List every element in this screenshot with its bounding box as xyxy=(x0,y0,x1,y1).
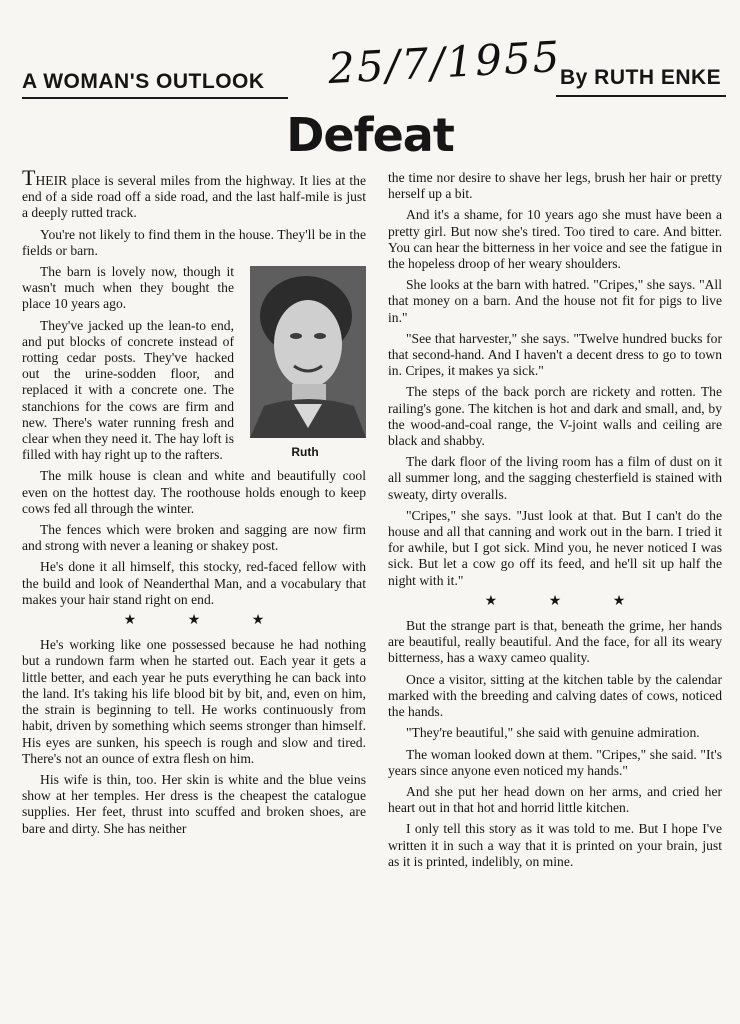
drop-cap: T xyxy=(22,165,36,190)
photo-block xyxy=(244,266,366,460)
paragraph: They've jacked up the lean-to end, and put blocks of concrete instead of rotting cedar posts. They've hacked out the urine-sodden floor, and replaced it with a concrete one. The stanchions for the cows are firm and new. There's water running fresh and clear when they need it. The hay loft is filled with hay right up to the rafters. xyxy=(22,317,234,463)
paragraph: The dark floor of the living room has a film of dust on it all summer long, and the sagging chesterfield is stained with sweaty, dirty overalls. xyxy=(388,454,722,502)
header-rule-left xyxy=(22,97,288,99)
article-column-left xyxy=(22,165,366,842)
paragraph: The barn is lovely now, though it wasn't much when they bought the place 10 years ago. xyxy=(22,264,234,312)
paragraph: He's done it all himself, this stocky, red-faced fellow with the build and look of Neanderthal Man, and a vocabulary that makes your hair stand right on end. xyxy=(22,559,366,607)
photo-caption: Ruth xyxy=(291,445,319,460)
paragraph: "They're beautiful," she said with genuine admiration. xyxy=(406,725,700,741)
paragraph: His wife is thin, too. Her skin is white and the blue veins show at her temples. Her dress is the cheapest the catalogue supplies. Her feet, thrust into scuffed and broken shoes, are bare and dirty. She has neither xyxy=(22,771,366,836)
paragraph: He's working like one possessed because he had nothing but a rundown farm when he started out. Each year it gets a little better, and each year he puts everything he can back into the land. It's taking his life blood bit by bit, and, even on him, the strain is beginning to tell. He works continuously from habit, driven by something which seems stronger than himself. His eyes are sunken, his speech is rough and slow and tired. There's not an ounce of extra flesh on him. xyxy=(22,637,366,766)
paragraph: You're not likely to find them in the house. They'll be in the fields or barn. xyxy=(22,226,366,258)
handwritten-date: 25/7/1955 xyxy=(326,31,563,94)
article-column-right xyxy=(388,170,722,875)
paragraph: The woman looked down at them. "Cripes," she said. "It's years since anyone even noticed my hands." xyxy=(388,746,722,778)
paragraph: Once a visitor, sitting at the kitchen table by the calendar marked with the breeding and calving dates of cows, noticed the hands. xyxy=(388,671,722,720)
section-divider-stars: ★ ★ ★ xyxy=(123,613,289,629)
paragraph: "See that harvester," she says. "Twelve hundred bucks for that second-hand. And I haven't a decent dress to go to town in. Cripes, it makes ya sick." xyxy=(388,330,722,379)
paragraph: And she put her head down on her arms, and cried her heart out in that hot and horrid little kitchen. xyxy=(388,783,722,816)
paragraph: I only tell this story as it was told to me. But I hope I've written it in such a way that it is printed on your brain, just as it is printed, indelibly, on mine. xyxy=(388,821,722,869)
paragraph: The steps of the back porch are rickety and rotten. The railing's gone. The kitchen is hot and dark and small, and, by the wood-and-coal range, the V-joint walls and ceiling are black and shabby. xyxy=(388,384,722,449)
portrait-image xyxy=(250,266,366,438)
paragraph: The milk house is clean and white and beautifully cool even on the hottest day. The roothouse holds enough to keep cows fed all through the winter. xyxy=(22,468,366,516)
column-name: A WOMAN'S OUTLOOK xyxy=(22,70,265,93)
paragraph: She looks at the barn with hatred. "Cripes," she says. "All that money on a barn. And the house not fit for pigs to live in." xyxy=(388,277,722,325)
paragraph: the time nor desire to shave her legs, brush her hair or pretty herself up a bit. xyxy=(388,170,722,202)
byline: By RUTH ENKE xyxy=(560,66,722,89)
paragraph-text: HEIR place is several miles from the highway. It lies at the end of a side road off a side road, and the last half-mile is just a deeply rutted track. xyxy=(22,173,366,221)
paragraph: "Cripes," she says. "Just look at that. But I can't do the house and all that canning and work out in the barn. I tried it for awhile, but I got sick. Mind you, he never noticed I was sick. But let a cow go off its feed, and he'll sit up half the night with it." xyxy=(388,507,722,588)
paragraph xyxy=(22,165,366,222)
paragraph: The fences which were broken and sagging are now firm and strong with never a leaning or shakey post. xyxy=(22,522,366,554)
author-photo xyxy=(250,266,366,438)
headline: Defeat xyxy=(286,108,454,162)
paragraph: And it's a shame, for 10 years ago she must have been a pretty girl. But now she's tired. Too tired to care. And bitter. You can hear the bitterness in her voice and see the fatigue in the hopeless droop of her weary shoulders. xyxy=(388,207,722,272)
section-divider-stars: ★ ★ ★ xyxy=(484,593,650,609)
header-rule-right xyxy=(556,95,726,97)
paragraph: But the strange part is that, beneath the grime, her hands are beautiful, really beautiful. And the face, for all its weary bitterness, has a waxy cameo quality. xyxy=(388,618,722,666)
